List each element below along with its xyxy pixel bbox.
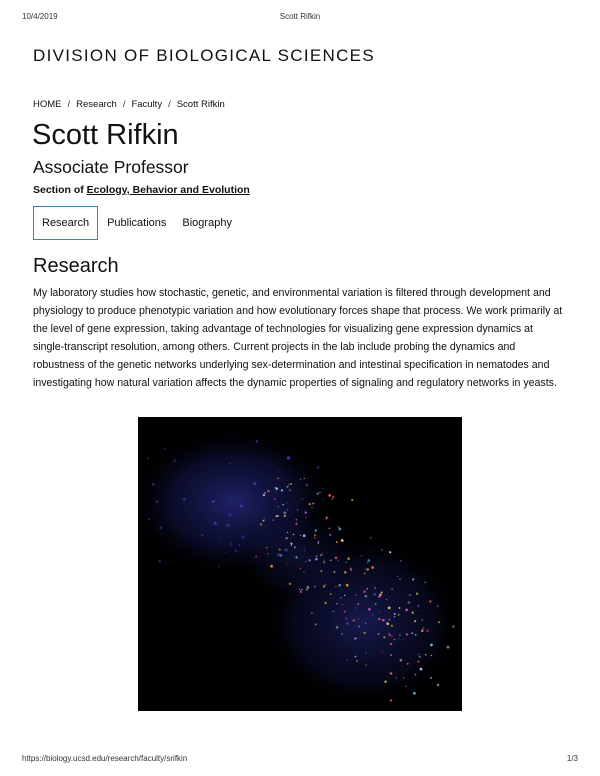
transcript-dot <box>306 517 307 518</box>
tab-research[interactable]: Research <box>33 206 98 240</box>
transcript-dot <box>305 561 306 562</box>
transcript-dot <box>336 603 337 604</box>
transcript-dot <box>314 586 316 588</box>
transcript-dot <box>277 477 279 479</box>
nucleus-dot <box>183 498 186 501</box>
nucleus-dot <box>256 440 258 443</box>
nucleus-dot <box>159 560 161 562</box>
transcript-dot <box>283 511 286 514</box>
transcript-dot <box>406 686 407 687</box>
transcript-dot <box>262 520 264 522</box>
transcript-dot <box>416 593 418 595</box>
transcript-dot <box>419 656 421 658</box>
transcript-dot <box>295 523 297 525</box>
print-header <box>0 12 600 26</box>
nucleus-dot <box>152 483 154 485</box>
transcript-dot <box>287 503 288 504</box>
transcript-dot <box>335 557 337 559</box>
transcript-dot <box>274 498 276 500</box>
transcript-dot <box>420 668 423 671</box>
transcript-dot <box>308 559 310 561</box>
nucleus-dot <box>219 538 221 540</box>
transcript-dot <box>371 566 374 569</box>
transcript-dot <box>314 534 316 536</box>
transcript-dot <box>331 498 333 500</box>
transcript-dot <box>332 611 333 612</box>
transcript-dot <box>355 594 357 596</box>
transcript-dot <box>315 530 317 532</box>
breadcrumb <box>33 99 225 110</box>
nucleus-dot <box>317 466 320 469</box>
transcript-dot <box>425 582 426 583</box>
transcript-dot <box>365 569 366 570</box>
transcript-dot <box>306 589 308 591</box>
research-description: My laboratory studies how stochastic, genetic, and environmental variation is filtered through development and physiology to produce phenotypic variation and how evolutionary forces shape that process. We work primarily at the level of gene expression, taking advantage of technologies for visualizing gene expression dynamics at single-transcript resolution, among others. Current projects in the lab include probing the dynamics and robustness of the genetic networks underlying sex-determination and intestinal specification in nematodes and investigating how natural variation affects the dynamic properties of signaling and regulatory networks in yeasts. <box>33 287 563 389</box>
transcript-dot <box>328 528 330 530</box>
transcript-dot <box>421 610 422 611</box>
faculty-role: Associate Professor <box>33 157 189 177</box>
nucleus-dot <box>253 482 256 485</box>
transcript-dot <box>293 534 295 536</box>
nucleus-dot <box>259 556 260 557</box>
transcript-dot <box>328 494 331 497</box>
transcript-dot <box>345 618 346 619</box>
transcript-dot <box>300 535 301 536</box>
transcript-dot <box>344 611 346 613</box>
transcript-dot <box>327 517 328 518</box>
transcript-dot <box>275 487 277 489</box>
transcript-dot <box>390 699 392 701</box>
transcript-dot <box>353 619 355 621</box>
transcript-dot <box>407 663 409 665</box>
transcript-dot <box>340 597 341 598</box>
transcript-dot <box>363 590 366 593</box>
transcript-dot <box>438 621 440 623</box>
transcript-dot <box>389 551 391 553</box>
transcript-dot <box>364 573 365 574</box>
transcript-dot <box>282 504 284 506</box>
transcript-dot <box>264 492 266 494</box>
tab-biography[interactable]: Biography <box>182 217 232 229</box>
transcript-dot <box>320 570 322 572</box>
nucleus-dot <box>148 518 150 520</box>
transcript-dot <box>358 619 359 620</box>
nucleus-dot <box>147 457 149 459</box>
transcript-dot <box>333 571 335 573</box>
transcript-dot <box>415 674 417 676</box>
transcript-dot <box>326 517 327 518</box>
transcript-dot <box>344 595 345 596</box>
transcript-dot <box>388 607 391 610</box>
transcript-dot <box>364 632 366 634</box>
transcript-dot <box>314 537 315 538</box>
transcript-dot <box>342 604 343 605</box>
transcript-dot <box>378 596 380 598</box>
transcript-dot <box>346 584 349 587</box>
transcript-dot <box>279 549 281 551</box>
transcript-dot <box>275 490 276 491</box>
transcript-dot <box>312 502 314 504</box>
transcript-dot <box>290 542 292 544</box>
transcript-dot <box>325 583 327 585</box>
nucleus-dot <box>241 536 244 539</box>
nucleus-dot <box>228 513 231 516</box>
transcript-dot <box>391 588 393 590</box>
section-line <box>33 184 250 196</box>
print-footer <box>0 754 600 766</box>
transcript-dot <box>437 605 439 607</box>
transcript-dot <box>389 634 391 636</box>
breadcrumb-separator: / <box>67 99 71 110</box>
transcript-dot <box>278 506 279 507</box>
transcript-dot <box>413 692 416 695</box>
transcript-dot <box>386 599 387 600</box>
transcript-dot <box>315 558 318 561</box>
transcript-dot <box>365 573 366 574</box>
transcript-dot <box>317 542 319 544</box>
nucleus-dot <box>239 544 241 546</box>
section-link[interactable]: Ecology, Behavior and Evolution <box>86 184 250 196</box>
transcript-dot <box>405 609 408 612</box>
nucleus-dot <box>159 527 162 530</box>
transcript-dot <box>406 633 408 635</box>
transcript-dot <box>359 626 361 628</box>
transcript-dot <box>394 613 396 615</box>
transcript-dot <box>421 619 423 621</box>
transcript-dot <box>285 537 288 540</box>
transcript-dot <box>307 586 310 589</box>
nucleus-dot <box>279 469 280 470</box>
transcript-dot <box>365 652 366 653</box>
transcript-dot <box>338 584 341 587</box>
breadcrumb-separator: / <box>122 99 126 110</box>
page-number: 1/3 <box>566 754 578 763</box>
transcript-dot <box>264 518 265 519</box>
transcript-dot <box>323 561 325 563</box>
microscopy-image-graphic <box>138 417 462 711</box>
transcript-dot <box>397 576 398 577</box>
breadcrumb-home[interactable]: HOME <box>33 99 62 110</box>
transcript-dot <box>388 633 389 634</box>
transcript-dot <box>382 619 385 622</box>
transcript-dot <box>347 557 350 560</box>
breadcrumb-faculty[interactable]: Faculty <box>131 99 163 110</box>
transcript-dot <box>374 593 376 595</box>
transcript-dot <box>367 588 368 589</box>
transcript-dot <box>400 560 402 562</box>
transcript-dot <box>415 634 417 636</box>
transcript-dot <box>315 623 317 625</box>
transcript-dot <box>411 632 413 634</box>
section-prefix: Section of <box>33 184 87 196</box>
transcript-dot <box>390 654 392 656</box>
profile-tabs <box>33 206 240 240</box>
transcript-dot <box>412 578 414 580</box>
nucleus-dot <box>322 499 323 500</box>
transcript-dot <box>378 618 380 620</box>
transcript-dot <box>318 540 320 542</box>
transcript-dot <box>367 562 369 564</box>
transcript-dot <box>351 499 353 501</box>
transcript-dot <box>383 636 385 638</box>
transcript-dot <box>266 547 268 549</box>
transcript-dot <box>429 600 431 602</box>
transcript-dot <box>338 526 340 528</box>
transcript-dot <box>430 677 432 679</box>
transcript-dot <box>421 629 424 632</box>
transcript-dot <box>322 553 324 555</box>
transcript-dot <box>324 602 327 605</box>
transcript-dot <box>407 601 410 604</box>
transcript-dot <box>316 555 318 557</box>
transcript-dot <box>355 607 356 608</box>
transcript-dot <box>418 605 420 607</box>
transcript-dot <box>390 643 392 645</box>
nucleus-dot <box>230 543 233 546</box>
transcript-dot <box>370 537 371 538</box>
transcript-dot <box>381 549 383 551</box>
transcript-dot <box>338 528 341 531</box>
nucleus-dot <box>287 456 290 459</box>
transcript-dot <box>356 660 358 662</box>
transcript-dot <box>288 484 289 485</box>
transcript-dot <box>367 568 369 570</box>
nucleus-dot <box>224 552 225 553</box>
transcript-dot <box>300 591 302 593</box>
transcript-dot <box>357 603 359 605</box>
transcript-dot <box>290 483 292 485</box>
transcript-dot <box>392 636 393 637</box>
transcript-dot <box>320 554 322 556</box>
transcript-dot <box>317 493 319 495</box>
transcript-dot <box>287 532 288 533</box>
transcript-dot <box>299 589 300 590</box>
transcript-dot <box>337 559 339 561</box>
nucleus-dot <box>156 500 159 503</box>
transcript-dot <box>403 638 404 639</box>
transcript-dot <box>330 560 332 562</box>
transcript-dot <box>391 624 394 627</box>
transcript-dot <box>323 585 325 587</box>
transcript-dot <box>347 660 348 661</box>
transcript-dot <box>344 571 346 573</box>
transcript-dot <box>303 534 306 537</box>
transcript-dot <box>399 635 400 636</box>
transcript-dot <box>297 509 298 510</box>
print-date: 10/4/2019 <box>22 12 58 21</box>
nucleus-dot <box>226 523 229 526</box>
transcript-dot <box>409 594 412 597</box>
transcript-dot <box>302 498 303 499</box>
breadcrumb-separator: / <box>168 99 171 110</box>
transcript-dot <box>263 494 265 496</box>
nucleus-dot <box>287 562 289 564</box>
transcript-dot <box>382 651 383 652</box>
transcript-dot <box>375 603 377 605</box>
nucleus-dot <box>322 488 324 490</box>
transcript-dot <box>291 545 292 546</box>
transcript-dot <box>447 646 450 649</box>
transcript-dot <box>267 553 268 554</box>
transcript-dot <box>296 519 298 521</box>
transcript-dot <box>304 478 305 479</box>
transcript-dot <box>398 638 399 639</box>
transcript-dot <box>398 614 399 615</box>
page-url: https://biology.ucsd.edu/research/faculty/srifkin <box>22 754 188 763</box>
transcript-dot <box>345 562 346 563</box>
nucleus-dot <box>218 566 220 568</box>
transcript-dot <box>332 496 335 499</box>
transcript-dot <box>400 659 402 661</box>
transcript-dot <box>350 569 352 571</box>
nucleus-dot <box>304 510 307 513</box>
transcript-dot <box>281 489 283 491</box>
transcript-dot <box>267 491 268 492</box>
transcript-dot <box>311 507 312 508</box>
transcript-dot <box>260 523 263 526</box>
transcript-dot <box>335 586 336 587</box>
transcript-dot <box>295 556 297 558</box>
transcript-dot <box>374 587 376 589</box>
transcript-dot <box>336 541 338 543</box>
microscopy-image <box>138 417 462 711</box>
transcript-dot <box>379 611 380 612</box>
transcript-dot <box>431 655 433 657</box>
transcript-dot <box>301 589 302 590</box>
transcript-dot <box>394 616 395 617</box>
transcript-dot <box>346 622 348 624</box>
transcript-dot <box>403 677 404 678</box>
transcript-dot <box>414 620 416 622</box>
transcript-dot <box>341 633 343 635</box>
nucleus-dot <box>164 448 165 449</box>
division-title[interactable]: DIVISION OF BIOLOGICAL SCIENCES <box>33 46 375 65</box>
transcript-dot <box>309 503 311 505</box>
transcript-dot <box>289 489 291 491</box>
transcript-dot <box>399 578 400 579</box>
nucleus-dot <box>303 550 305 552</box>
transcript-dot <box>300 478 301 479</box>
transcript-dot <box>381 591 383 593</box>
transcript-dot <box>372 614 373 615</box>
research-heading: Research <box>33 255 119 277</box>
transcript-dot <box>294 546 296 548</box>
transcript-dot <box>319 492 320 493</box>
nucleus-dot <box>229 463 230 464</box>
transcript-dot <box>286 486 288 488</box>
transcript-dot <box>276 515 278 517</box>
transcript-dot <box>270 565 273 568</box>
nucleus-dot <box>240 505 243 508</box>
nucleus-dot <box>303 547 305 549</box>
transcript-dot <box>330 593 332 595</box>
transcript-dot <box>361 555 362 556</box>
nucleus-dot <box>235 550 237 552</box>
transcript-dot <box>417 660 419 662</box>
transcript-dot <box>324 560 325 561</box>
tab-publications[interactable]: Publications <box>107 217 167 229</box>
breadcrumb-research[interactable]: Research <box>76 99 117 110</box>
transcript-dot <box>365 623 366 624</box>
nucleus-dot <box>212 500 215 503</box>
page-title: Scott Rifkin <box>32 119 179 151</box>
transcript-dot <box>452 625 454 627</box>
transcript-dot <box>255 556 257 558</box>
transcript-dot <box>311 612 313 614</box>
transcript-dot <box>329 534 332 537</box>
transcript-dot <box>289 583 291 585</box>
nucleus-dot <box>285 548 288 551</box>
transcript-dot <box>399 607 401 609</box>
transcript-dot <box>390 673 392 675</box>
transcript-dot <box>412 612 414 614</box>
transcript-dot <box>272 519 273 520</box>
transcript-dot <box>354 638 356 640</box>
nucleus-dot <box>173 459 176 462</box>
transcript-dot <box>368 608 371 611</box>
nucleus-dot <box>305 484 308 487</box>
transcript-dot <box>303 572 304 573</box>
transcript-dot <box>284 524 285 525</box>
nucleus-dot <box>210 557 211 558</box>
transcript-dot <box>365 595 368 598</box>
transcript-dot <box>425 654 427 656</box>
transcript-dot <box>394 639 396 641</box>
nucleus-dot <box>286 509 288 511</box>
transcript-dot <box>430 644 433 647</box>
transcript-dot <box>341 539 344 542</box>
transcript-dot <box>378 633 380 635</box>
transcript-dot <box>426 629 429 632</box>
transcript-dot <box>423 627 425 629</box>
nucleus-dot <box>214 522 217 525</box>
transcript-dot <box>437 684 439 686</box>
print-title: Scott Rifkin <box>279 12 321 21</box>
transcript-dot <box>366 664 367 665</box>
transcript-dot <box>389 619 391 621</box>
transcript-dot <box>384 680 386 682</box>
breadcrumb-current: Scott Rifkin <box>176 99 225 110</box>
transcript-dot <box>367 559 370 562</box>
transcript-dot <box>386 622 389 625</box>
transcript-dot <box>300 568 301 569</box>
nucleus-dot <box>277 554 280 557</box>
nucleus-dot <box>201 534 203 536</box>
transcript-dot <box>418 654 419 655</box>
transcript-dot <box>336 626 338 628</box>
transcript-dot <box>355 656 357 658</box>
transcript-dot <box>395 677 396 678</box>
transcript-dot <box>284 515 286 517</box>
